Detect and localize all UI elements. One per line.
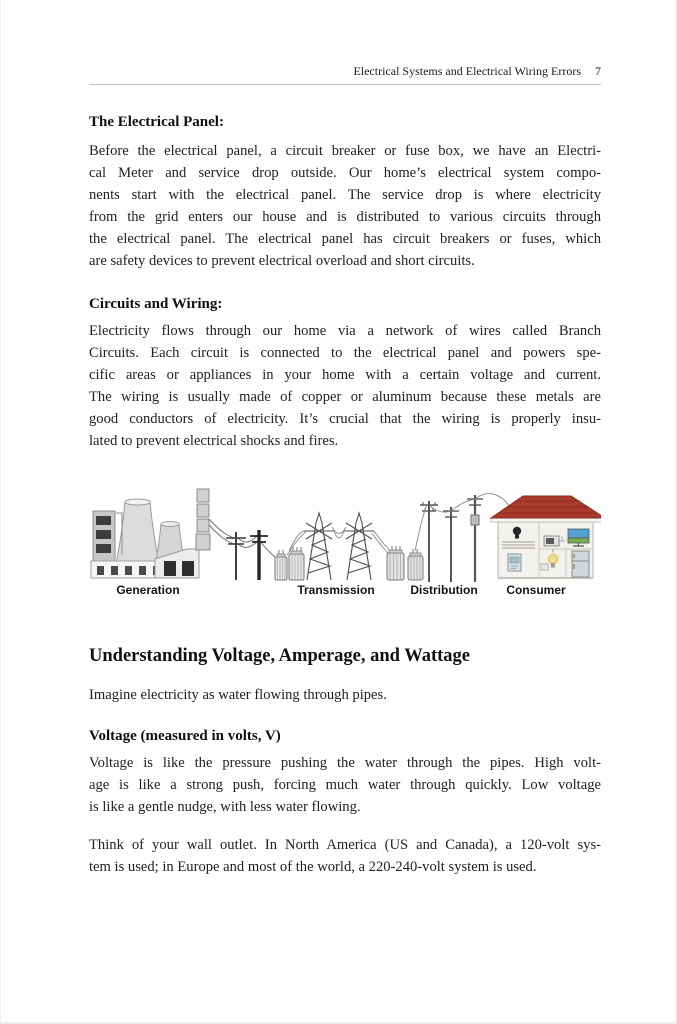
running-header (89, 64, 601, 82)
figure-label-distribution: Distribution (410, 583, 478, 597)
heading-voltage-volts: Voltage (measured in volts, V) (89, 728, 281, 744)
text-line: Think of your wall outlet. In North America (US and Canada), a 120-volt sys- (89, 837, 601, 853)
text-line: good conductors of electricity. It’s crucial that the wiring is properly insu- (89, 411, 601, 427)
paragraph-voltage-pressure (89, 752, 601, 818)
transformer-illustration (387, 546, 423, 580)
paragraph-wall-outlet (89, 834, 601, 878)
text-line: from the grid enters our house and is distributed to various circuits through (89, 209, 601, 225)
figure-label-consumer: Consumer (506, 583, 566, 597)
transmission-lines-illustration (287, 527, 391, 555)
light-bulb (549, 555, 558, 564)
text-line: tem is used; in Europe and most of the world, a 220-240-volt system is used. (89, 859, 537, 875)
paragraph-circuits-wiring (89, 320, 601, 452)
text-line: The wiring is usually made of copper or aluminum because these metals are (89, 389, 601, 405)
paragraph-water-analogy: Imagine electricity as water flowing through pipes. (89, 687, 387, 703)
power-grid-illustration (89, 487, 601, 585)
text-line: Circuits. Each circuit is connected to the electrical panel and powers spe- (89, 345, 601, 361)
paragraph-electrical-panel (89, 140, 601, 272)
text-line: age is like a strong push, forcing much water through quickly. Low voltage (89, 777, 601, 793)
text-line: cific areas or appliances in your home with a certain voltage and current. (89, 367, 601, 383)
text-line: Before the electrical panel, a circuit breaker or fuse box, we have an Electri- (89, 143, 601, 159)
figure-label-generation: Generation (116, 583, 180, 597)
power-plant-illustration (91, 489, 210, 578)
figure-label-transmission: Transmission (297, 583, 375, 597)
page-number: 7 (595, 64, 601, 78)
text-line: is like a gentle nudge, with less water flowing. (89, 799, 361, 815)
running-header-title: Electrical Systems and Electrical Wiring Errors (353, 64, 581, 78)
text-line: nents start with the electrical panel. The service drop is where electricity (89, 187, 601, 203)
text-line: are safety devices to prevent electrical overload and short circuits. (89, 253, 475, 269)
text-line: cal Meter and service drop outside. Our home’s electrical system compo- (89, 165, 601, 181)
text-line: the electrical panel. The electrical panel has circuit breakers or fuses, which (89, 231, 601, 247)
heading-understanding-voltage: Understanding Voltage, Amperage, and Wattage (89, 646, 470, 666)
header-rule (89, 84, 601, 85)
transmission-tower-illustration (304, 513, 374, 580)
tv-screen-grass (568, 538, 589, 543)
text-line: Electricity flows through our home via a network of wires called Branch (89, 323, 601, 339)
heading-circuits-wiring: Circuits and Wiring: (89, 296, 223, 312)
heading-electrical-panel: The Electrical Panel: (89, 114, 224, 130)
house-illustration (491, 496, 601, 578)
text-line: Voltage is like the pressure pushing the water through the pipes. High volt- (89, 755, 601, 771)
tv-screen-sky (568, 529, 589, 538)
utility-pole-illustration (226, 530, 268, 580)
figure-power-grid (89, 487, 601, 603)
text-line: lated to prevent electrical shocks and fires. (89, 433, 339, 449)
